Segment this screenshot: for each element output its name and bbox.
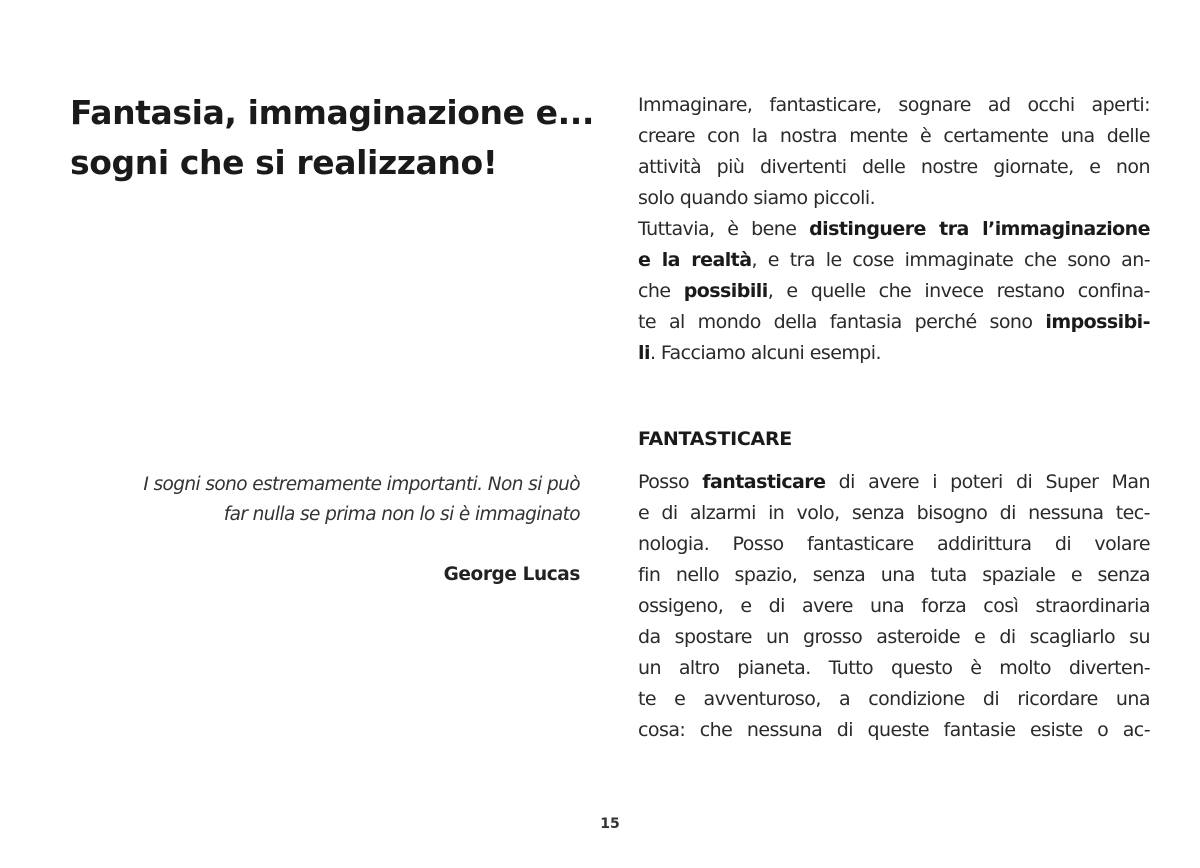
paragraph-line: attività più divertenti delle nostre giornate, e non [638,156,1150,178]
emphasis-text: possibili [683,280,768,302]
paragraph-line: da spostare un grosso asteroide e di scagliarlo su [638,626,1150,648]
paragraph-line: creare con la nostra mente è certamente una delle [638,125,1150,147]
paragraph-line: fin nello spazio, senza una tuta spaziale e senza [638,564,1150,586]
paragraph-line: li. Facciamo alcuni esempi. [638,342,882,364]
chapter-title-line: sogni che si realizzano! [70,143,498,182]
paragraph-line: te al mondo della fantasia perché sono impossibi- [638,311,1150,333]
epigraph-quote [90,470,580,590]
paragraph-line: nologia. Posso fantasticare addirittura di volare [638,533,1150,555]
emphasis-text: li [638,342,650,364]
chapter-title-line: Fantasia, immaginazione e... [70,93,595,132]
quote-line: far nulla se prima non lo si è immaginato [223,504,580,525]
emphasis-text: distinguere tra l’immaginazione [809,218,1150,240]
paragraph-line: solo quando siamo piccoli. [638,187,876,209]
paragraph-line: che possibili, e quelle che invece restano confina- [638,280,1150,302]
quote-author: George Lucas [443,564,580,585]
emphasis-text: fantasticare [702,471,826,493]
paragraph-line: Tuttavia, è bene distinguere tra l’immaginazione [638,218,1150,240]
quote-line: I sogni sono estremamente importanti. Non si può [143,474,580,495]
paragraph-line: Posso fantasticare di avere i poteri di Super Man [638,471,1150,493]
paragraph-line: Immaginare, fantasticare, sognare ad occhi aperti: [638,94,1150,116]
emphasis-text: impossibi- [1045,311,1150,333]
section-heading: FANTASTICARE [638,428,792,450]
quote-text [90,470,580,530]
paragraph-line: cosa: che nessuna di queste fantasie esiste o ac- [638,719,1150,741]
chapter-title [70,88,610,188]
emphasis-text: e la realtà [638,249,752,271]
paragraph-line: e di alzarmi in volo, senza bisogno di nessuna tec- [638,502,1150,524]
paragraph-line: un altro pianeta. Tutto questo è molto diverten- [638,657,1150,679]
page-number: 15 [600,816,620,832]
paragraph-line: e la realtà, e tra le cose immaginate che sono an- [638,249,1151,271]
paragraph-line: te e avventuroso, a condizione di ricordare una [638,688,1150,710]
intro-paragraph [638,90,1150,369]
paragraph-line: ossigeno, e di avere una forza così straordinaria [638,595,1150,617]
section-paragraph [638,467,1150,746]
